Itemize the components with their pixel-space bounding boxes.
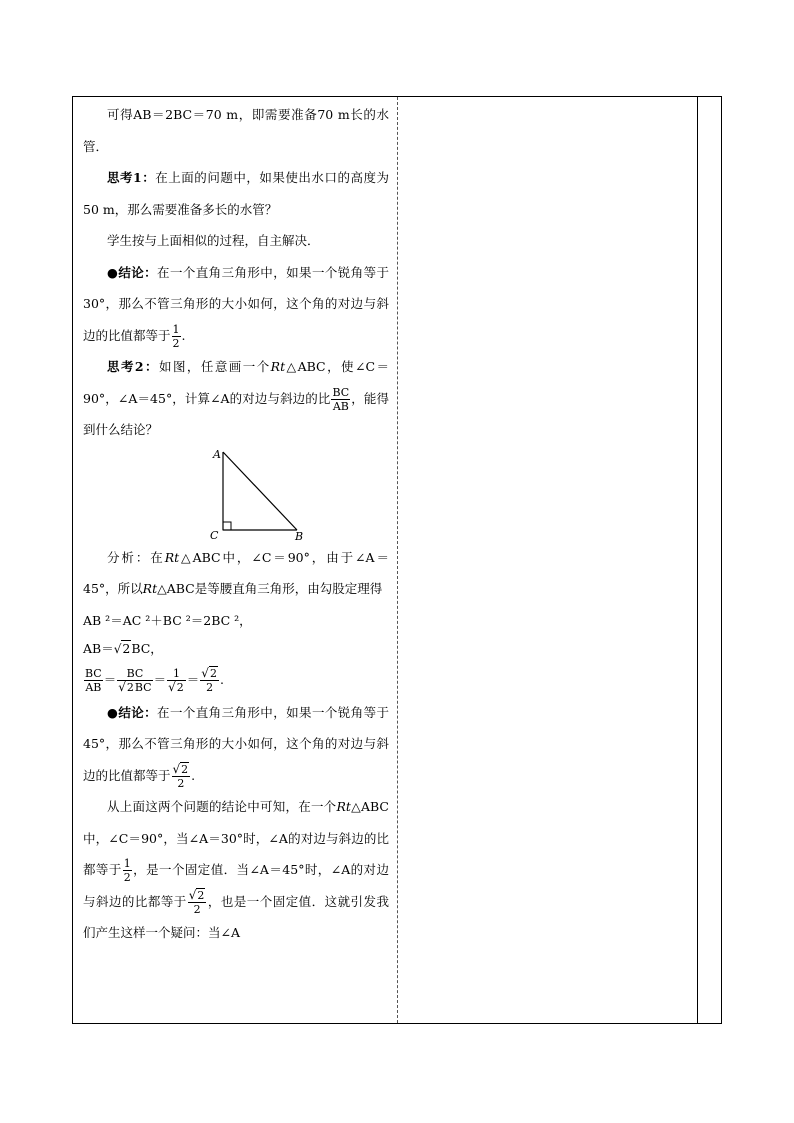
triangle-figure <box>193 446 389 542</box>
text: 在上面的问题中，如果使出水口的高度为50 m，那么需要准备多长的水管？ <box>83 170 389 217</box>
paragraph: ●结论：在一个直角三角形中，如果一个锐角等于45°，那么不管三角形的大小如何，这个角的对边与斜边的比值都等于 $\frac{√2}{2}$ . <box>83 704 389 790</box>
label: 思考2： <box>107 359 160 374</box>
paragraph: 分析：在Rt△ABC中，∠C＝90°，由于∠A＝45°，所以Rt△ABC是等腰直角三角形，由勾股定理得 <box>83 549 389 596</box>
label: ●结论： <box>107 264 158 280</box>
lesson-table <box>72 96 722 1024</box>
right-triangle-diagram <box>193 446 303 542</box>
vertex-label-a: A <box>213 447 221 461</box>
paragraph <box>83 162 389 225</box>
paragraph: 学生按与上面相似的过程，自主解决． <box>107 233 320 248</box>
vertex-label-c: C <box>210 528 219 542</box>
equation: $\frac{BC}{AB}$ ＝ $\frac{BC}{√2BC}$ ＝ $\frac{1}{√2}$ ＝ $\frac{√2}{2}$ . <box>85 665 224 694</box>
paragraph: ●结论：在一个直角三角形中，如果一个锐角等于30°，那么不管三角形的大小如何，这个角的对边与斜边的比值都等于 $\frac{1}{2}$ . <box>83 264 389 350</box>
paragraph: 可得AB＝2BC＝70 m，即需要准备70 m长的水管． <box>83 107 389 154</box>
text: 在一个直角三角形中，如果一个锐角等于30°，那么不管三角形的大小如何，这个角的对边与斜边的比值都等于 <box>83 264 389 343</box>
column-divider <box>697 97 698 1023</box>
vertex-label-b: B <box>295 529 303 542</box>
equation: AB＝√2BC， <box>83 640 163 656</box>
label: 思考1： <box>107 170 156 185</box>
column-divider <box>397 97 398 1023</box>
fraction: $\frac{1}{2}$ <box>172 322 180 350</box>
equation: AB ²＝AC ²＋BC ²＝2BC ²， <box>83 612 252 628</box>
lesson-content <box>83 97 389 949</box>
paragraph: 思考2：如图，任意画一个Rt△ABC，使∠C＝90°，∠A＝45°，计算∠A的对边与斜边的比 $\frac{BC}{AB}$ ，能得到什么结论？ <box>83 359 389 437</box>
paragraph: 从上面这两个问题的结论中可知，在一个Rt△ABC中，∠C＝90°，当∠A＝30°时，∠A的对边与斜边的比都等于 $\frac{1}{2}$ ，是一个固定值．当∠A＝45°时，∠A的对边与斜边的比都等于 $\frac{√2}{2}$ ，也是一个固定值．这就引发我们产生这样一个疑问：当∠A <box>83 799 389 940</box>
fraction: $\frac{BC}{AB}$ <box>332 385 350 413</box>
